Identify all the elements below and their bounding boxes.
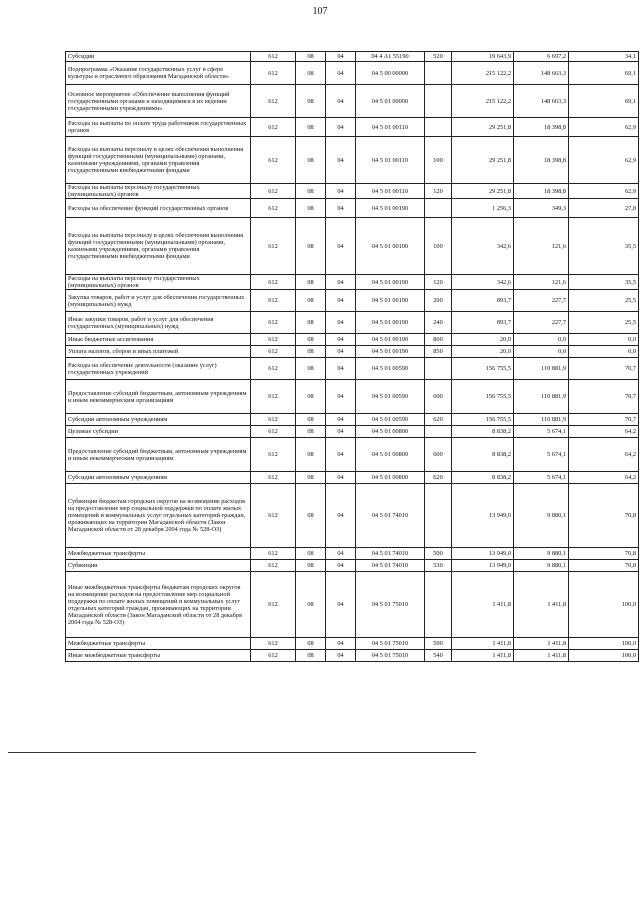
- cell-actual: 148 663,3: [514, 85, 569, 118]
- cell-subsection: 04: [326, 414, 356, 426]
- cell-percent: 64,2: [569, 438, 639, 472]
- cell-plan: 20,0: [452, 346, 514, 358]
- cell-ved: 612: [251, 275, 296, 290]
- cell-percent: 100,0: [569, 572, 639, 638]
- cell-plan: 342,6: [452, 218, 514, 275]
- cell-subsection: 04: [326, 118, 356, 137]
- table-row: [66, 52, 639, 62]
- cell-target-item: 04 5 01 75010: [356, 572, 425, 638]
- cell-percent: 100,0: [569, 650, 639, 662]
- cell-expense-type: [425, 358, 452, 380]
- cell-subsection: 04: [326, 312, 356, 334]
- cell-actual: 18 398,8: [514, 118, 569, 137]
- budget-table: [65, 51, 639, 662]
- cell-expense-type: 540: [425, 650, 452, 662]
- cell-actual: 110 881,9: [514, 414, 569, 426]
- cell-plan: 156 755,5: [452, 414, 514, 426]
- cell-percent: 35,5: [569, 275, 639, 290]
- cell-plan: 8 838,2: [452, 438, 514, 472]
- cell-name: Субсидии автономным учреждениям: [66, 414, 251, 426]
- table-row: [66, 334, 639, 346]
- cell-expense-type: [425, 85, 452, 118]
- cell-percent: 35,5: [569, 218, 639, 275]
- cell-actual: 1 411,8: [514, 572, 569, 638]
- cell-subsection: 04: [326, 380, 356, 414]
- table-row: [66, 472, 639, 484]
- cell-target-item: 04 5 01 00190: [356, 290, 425, 312]
- cell-name: Основное мероприятие «Обеспечение выполнения функций государственными органами и находящимися в их ведении государственными учреждениями»: [66, 85, 251, 118]
- table-row: [66, 380, 639, 414]
- cell-subsection: 04: [326, 484, 356, 548]
- cell-expense-type: 200: [425, 290, 452, 312]
- cell-actual: 0,0: [514, 346, 569, 358]
- cell-subsection: 04: [326, 638, 356, 650]
- cell-section: 08: [296, 290, 326, 312]
- table-row: [66, 62, 639, 85]
- cell-target-item: 04 5 01 74010: [356, 548, 425, 560]
- cell-section: 08: [296, 62, 326, 85]
- cell-plan: 8 838,2: [452, 472, 514, 484]
- cell-actual: 5 674,1: [514, 426, 569, 438]
- cell-target-item: 04 4 A1 55190: [356, 52, 425, 62]
- cell-target-item: 04 5 01 00110: [356, 137, 425, 184]
- cell-section: 08: [296, 85, 326, 118]
- cell-percent: 69,1: [569, 85, 639, 118]
- cell-expense-type: 240: [425, 312, 452, 334]
- table-row: [66, 199, 639, 218]
- cell-expense-type: 500: [425, 548, 452, 560]
- table-row: [66, 572, 639, 638]
- cell-ved: 612: [251, 62, 296, 85]
- cell-target-item: 04 5 01 75010: [356, 650, 425, 662]
- cell-expense-type: 530: [425, 560, 452, 572]
- cell-subsection: 04: [326, 290, 356, 312]
- cell-section: 08: [296, 484, 326, 548]
- cell-name: Иные межбюджетные трансферты: [66, 650, 251, 662]
- cell-name: Целевые субсидии: [66, 426, 251, 438]
- cell-actual: 227,7: [514, 290, 569, 312]
- cell-subsection: 04: [326, 199, 356, 218]
- cell-ved: 612: [251, 484, 296, 548]
- table-row: [66, 650, 639, 662]
- cell-target-item: 04 5 01 00190: [356, 199, 425, 218]
- cell-subsection: 04: [326, 184, 356, 199]
- cell-name: Субвенции бюджетам городских округов на возмещение расходов на предоставление мер социальной поддержки по оплате жилых помещений и коммунальных услуг отдельных категорий граждан, проживающих на территории Магаданской области (Закон Магаданской области от 28 декабря 2004 года № 528-ОЗ): [66, 484, 251, 548]
- cell-name: Предоставление субсидий бюджетным, автономным учреждениям и иным некоммерческим организациям: [66, 438, 251, 472]
- cell-section: 08: [296, 414, 326, 426]
- cell-plan: 156 755,5: [452, 380, 514, 414]
- cell-ved: 612: [251, 438, 296, 472]
- cell-name: Расходы на выплаты персоналу в целях обеспечения выполнения функций государственными (муниципальными) органами, казенными учреждениями, органами управления государственными внебюджетными фондами: [66, 218, 251, 275]
- cell-ved: 612: [251, 334, 296, 346]
- cell-target-item: 04 5 01 74010: [356, 560, 425, 572]
- cell-subsection: 04: [326, 650, 356, 662]
- cell-percent: 34,1: [569, 52, 639, 62]
- cell-target-item: 04 5 01 00590: [356, 414, 425, 426]
- cell-actual: 110 881,9: [514, 380, 569, 414]
- cell-subsection: 04: [326, 472, 356, 484]
- cell-percent: 0,0: [569, 334, 639, 346]
- cell-name: Расходы на выплаты персоналу государственных (муниципальных) органов: [66, 275, 251, 290]
- cell-plan: 8 838,2: [452, 426, 514, 438]
- cell-name: Расходы на выплаты персоналу государственных (муниципальных) органов: [66, 184, 251, 199]
- cell-ved: 612: [251, 426, 296, 438]
- cell-ved: 612: [251, 472, 296, 484]
- cell-ved: 612: [251, 560, 296, 572]
- cell-plan: 13 949,0: [452, 560, 514, 572]
- cell-ved: 612: [251, 358, 296, 380]
- cell-percent: 70,7: [569, 380, 639, 414]
- cell-name: Расходы на обеспечение функций государственных органов: [66, 199, 251, 218]
- cell-section: 08: [296, 548, 326, 560]
- cell-name: Уплата налогов, сборов и иных платежей: [66, 346, 251, 358]
- table-row: [66, 218, 639, 275]
- cell-actual: 5 674,1: [514, 438, 569, 472]
- cell-name: Межбюджетные трансферты: [66, 638, 251, 650]
- cell-section: 08: [296, 472, 326, 484]
- cell-target-item: 04 5 01 00590: [356, 358, 425, 380]
- cell-ved: 612: [251, 199, 296, 218]
- table-row: [66, 312, 639, 334]
- cell-subsection: 04: [326, 548, 356, 560]
- cell-expense-type: 800: [425, 334, 452, 346]
- cell-plan: 29 251,8: [452, 184, 514, 199]
- cell-target-item: 04 5 01 00190: [356, 334, 425, 346]
- cell-section: 08: [296, 358, 326, 380]
- cell-percent: 70,8: [569, 484, 639, 548]
- cell-percent: 64,2: [569, 472, 639, 484]
- table-row: [66, 548, 639, 560]
- cell-expense-type: 100: [425, 218, 452, 275]
- cell-expense-type: 500: [425, 638, 452, 650]
- cell-section: 08: [296, 638, 326, 650]
- cell-section: 08: [296, 380, 326, 414]
- cell-name: Субсидии автономным учреждениям: [66, 472, 251, 484]
- cell-expense-type: 620: [425, 414, 452, 426]
- cell-ved: 612: [251, 548, 296, 560]
- cell-ved: 612: [251, 312, 296, 334]
- cell-target-item: 04 5 01 74010: [356, 484, 425, 548]
- cell-name: Предоставление субсидий бюджетным, автономным учреждениям и иным некоммерческим организациям: [66, 380, 251, 414]
- cell-target-item: 04 5 01 00110: [356, 118, 425, 137]
- cell-target-item: 04 5 01 75010: [356, 638, 425, 650]
- table-row: [66, 275, 639, 290]
- footer-rule: [8, 752, 476, 753]
- cell-section: 08: [296, 438, 326, 472]
- cell-ved: 612: [251, 290, 296, 312]
- cell-subsection: 04: [326, 62, 356, 85]
- table-row: [66, 118, 639, 137]
- table-row: [66, 438, 639, 472]
- cell-section: 08: [296, 52, 326, 62]
- cell-section: 08: [296, 118, 326, 137]
- cell-actual: 1 411,8: [514, 650, 569, 662]
- cell-section: 08: [296, 218, 326, 275]
- table-row: [66, 290, 639, 312]
- cell-ved: 612: [251, 380, 296, 414]
- cell-ved: 612: [251, 137, 296, 184]
- cell-plan: 1 411,8: [452, 638, 514, 650]
- cell-subsection: 04: [326, 218, 356, 275]
- cell-target-item: 04 5 01 00800: [356, 438, 425, 472]
- cell-name: Субвенции: [66, 560, 251, 572]
- cell-ved: 612: [251, 572, 296, 638]
- cell-section: 08: [296, 346, 326, 358]
- cell-actual: 148 663,3: [514, 62, 569, 85]
- cell-actual: 6 697,2: [514, 52, 569, 62]
- cell-percent: 25,5: [569, 312, 639, 334]
- cell-name: Расходы на выплаты персоналу в целях обеспечения выполнения функций государственными (муниципальными) органами, казенными учреждениями, органами управления государственными внебюджетными фондами: [66, 137, 251, 184]
- cell-section: 08: [296, 426, 326, 438]
- cell-ved: 612: [251, 218, 296, 275]
- cell-percent: 62,9: [569, 118, 639, 137]
- table-row: [66, 414, 639, 426]
- cell-plan: 29 251,8: [452, 137, 514, 184]
- cell-target-item: 04 5 01 00190: [356, 312, 425, 334]
- cell-percent: 0,0: [569, 346, 639, 358]
- cell-plan: 20,0: [452, 334, 514, 346]
- cell-name: Межбюджетные трансферты: [66, 548, 251, 560]
- cell-plan: 1 411,8: [452, 650, 514, 662]
- cell-actual: 121,6: [514, 218, 569, 275]
- table-row: [66, 560, 639, 572]
- cell-section: 08: [296, 334, 326, 346]
- cell-actual: 0,0: [514, 334, 569, 346]
- cell-section: 08: [296, 560, 326, 572]
- cell-expense-type: 850: [425, 346, 452, 358]
- cell-plan: 342,6: [452, 275, 514, 290]
- cell-subsection: 04: [326, 275, 356, 290]
- cell-expense-type: 600: [425, 438, 452, 472]
- cell-section: 08: [296, 312, 326, 334]
- cell-ved: 612: [251, 52, 296, 62]
- cell-section: 08: [296, 184, 326, 199]
- cell-expense-type: 120: [425, 184, 452, 199]
- table-row: [66, 184, 639, 199]
- cell-expense-type: [425, 426, 452, 438]
- cell-ved: 612: [251, 184, 296, 199]
- cell-target-item: 04 5 01 00190: [356, 346, 425, 358]
- cell-plan: 215 122,2: [452, 62, 514, 85]
- cell-expense-type: [425, 484, 452, 548]
- cell-target-item: 04 5 01 00110: [356, 184, 425, 199]
- cell-plan: 13 949,0: [452, 484, 514, 548]
- cell-expense-type: 100: [425, 137, 452, 184]
- cell-target-item: 04 5 01 00800: [356, 426, 425, 438]
- cell-percent: 64,2: [569, 426, 639, 438]
- cell-percent: 70,7: [569, 414, 639, 426]
- cell-target-item: 04 5 00 00000: [356, 62, 425, 85]
- cell-actual: 9 880,1: [514, 548, 569, 560]
- cell-name: Иные бюджетные ассигнования: [66, 334, 251, 346]
- cell-actual: 18 398,8: [514, 137, 569, 184]
- cell-subsection: 04: [326, 426, 356, 438]
- cell-percent: 70,7: [569, 358, 639, 380]
- cell-actual: 18 398,8: [514, 184, 569, 199]
- cell-plan: 13 949,0: [452, 548, 514, 560]
- cell-name: Подпрограмма «Оказание государственных услуг в сфере культуры и отраслевого образования Магаданской области»: [66, 62, 251, 85]
- cell-subsection: 04: [326, 560, 356, 572]
- cell-actual: 5 674,1: [514, 472, 569, 484]
- cell-expense-type: 120: [425, 275, 452, 290]
- table-row: [66, 638, 639, 650]
- cell-subsection: 04: [326, 438, 356, 472]
- table-row: [66, 484, 639, 548]
- cell-expense-type: 520: [425, 52, 452, 62]
- cell-section: 08: [296, 650, 326, 662]
- cell-name: Расходы на выплаты по оплате труда работников государственных органов: [66, 118, 251, 137]
- cell-actual: 227,7: [514, 312, 569, 334]
- cell-expense-type: [425, 118, 452, 137]
- cell-actual: 110 881,9: [514, 358, 569, 380]
- cell-section: 08: [296, 199, 326, 218]
- cell-section: 08: [296, 137, 326, 184]
- cell-target-item: 04 5 01 00190: [356, 218, 425, 275]
- cell-target-item: 04 5 01 00000: [356, 85, 425, 118]
- cell-plan: 156 755,5: [452, 358, 514, 380]
- cell-expense-type: [425, 62, 452, 85]
- cell-actual: 9 880,1: [514, 560, 569, 572]
- cell-subsection: 04: [326, 334, 356, 346]
- table-row: [66, 85, 639, 118]
- cell-target-item: 04 5 01 00190: [356, 275, 425, 290]
- cell-plan: 215 122,2: [452, 85, 514, 118]
- cell-percent: 70,8: [569, 548, 639, 560]
- cell-percent: 70,8: [569, 560, 639, 572]
- table-row: [66, 358, 639, 380]
- cell-plan: 1 411,8: [452, 572, 514, 638]
- cell-ved: 612: [251, 85, 296, 118]
- cell-subsection: 04: [326, 137, 356, 184]
- cell-subsection: 04: [326, 52, 356, 62]
- cell-plan: 19 643,9: [452, 52, 514, 62]
- page-number: 107: [312, 6, 328, 17]
- cell-percent: 100,0: [569, 638, 639, 650]
- cell-ved: 612: [251, 414, 296, 426]
- cell-percent: 27,8: [569, 199, 639, 218]
- cell-plan: 29 251,8: [452, 118, 514, 137]
- cell-ved: 612: [251, 118, 296, 137]
- cell-target-item: 04 5 01 00800: [356, 472, 425, 484]
- cell-expense-type: 620: [425, 472, 452, 484]
- cell-subsection: 04: [326, 572, 356, 638]
- cell-subsection: 04: [326, 358, 356, 380]
- cell-expense-type: [425, 572, 452, 638]
- cell-actual: 121,6: [514, 275, 569, 290]
- cell-name: Расходы на обеспечение деятельности (оказание услуг) государственных учреждений: [66, 358, 251, 380]
- cell-subsection: 04: [326, 85, 356, 118]
- cell-expense-type: 600: [425, 380, 452, 414]
- cell-subsection: 04: [326, 346, 356, 358]
- cell-ved: 612: [251, 346, 296, 358]
- cell-ved: 612: [251, 638, 296, 650]
- cell-percent: 69,1: [569, 62, 639, 85]
- cell-plan: 893,7: [452, 290, 514, 312]
- table-row: [66, 426, 639, 438]
- cell-actual: 9 880,1: [514, 484, 569, 548]
- cell-percent: 25,5: [569, 290, 639, 312]
- cell-percent: 62,9: [569, 184, 639, 199]
- cell-actual: 1 411,8: [514, 638, 569, 650]
- cell-plan: 1 256,3: [452, 199, 514, 218]
- cell-name: Иные межбюджетные трансферты бюджетам городских округов на возмещение расходов на предоставление мер социальной поддержки по оплате жилых помещений и коммунальных услуг отдельных категорий граждан, проживающих на территории Магаданской области (Закон Магаданской области от 28 декабря 2004 года № 528-ОЗ): [66, 572, 251, 638]
- cell-name: Закупка товаров, работ и услуг для обеспечения государственных (муниципальных) нужд: [66, 290, 251, 312]
- cell-name: Субсидии: [66, 52, 251, 62]
- cell-name: Иные закупки товаров, работ и услуг для обеспечения государственных (муниципальных) нужд: [66, 312, 251, 334]
- cell-ved: 612: [251, 650, 296, 662]
- table-row: [66, 346, 639, 358]
- cell-expense-type: [425, 199, 452, 218]
- cell-plan: 893,7: [452, 312, 514, 334]
- cell-target-item: 04 5 01 00590: [356, 380, 425, 414]
- cell-percent: 62,9: [569, 137, 639, 184]
- cell-section: 08: [296, 275, 326, 290]
- cell-actual: 349,3: [514, 199, 569, 218]
- cell-section: 08: [296, 572, 326, 638]
- table-row: [66, 137, 639, 184]
